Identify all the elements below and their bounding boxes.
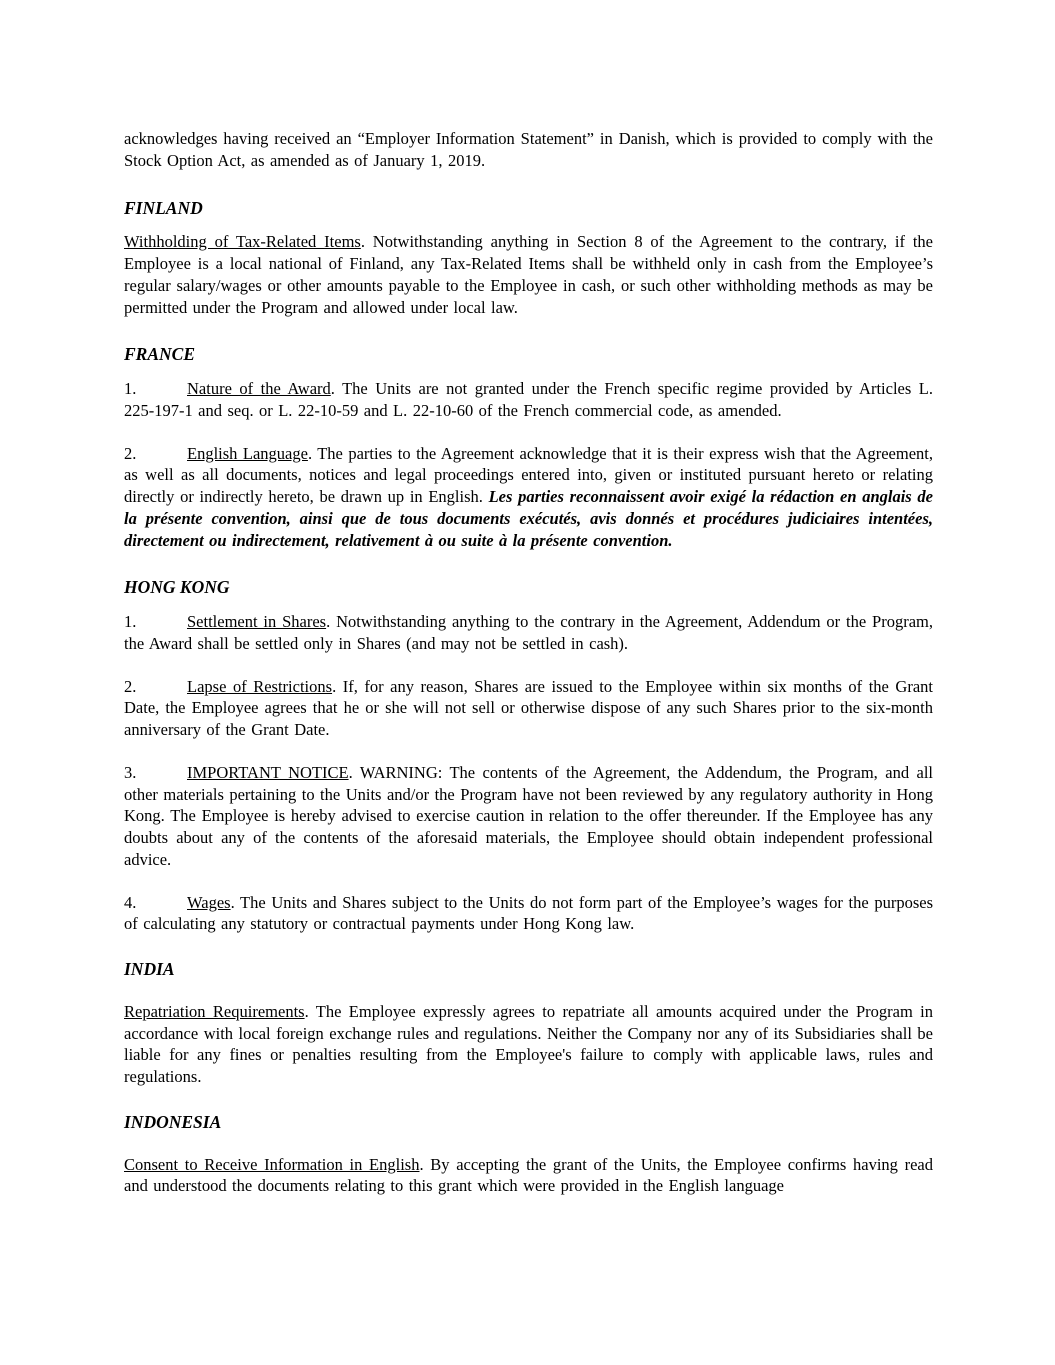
paragraph-number: 1. (124, 612, 137, 631)
text-run: . WARNING: The contents of the Agreement, the Addendum, the Program, and all other materials pertaining to the Units and/or the Program have not been reviewed by any regulatory authority in Hong Kong. The Employee is hereby advised to exercise caution in relation to the offer thereunder. If the Employee has any doubts about any of the contents of the aforesaid materials, the Employee should obtain independent professional advice. (124, 762, 933, 869)
section-heading: FINLAND (124, 197, 203, 218)
text-run: . By accepting the grant of the Units, the Employee confirms having read and understood the documents relating to this grant which were provided in the English language (124, 1154, 933, 1196)
underlined-lead-text: Lapse of Restrictions (187, 676, 333, 696)
text-run: . The Units are not granted under the French specific regime provided by Articles L. 225-197-1 and seq. or L. 22-10-59 and L. 22-10-60 of the French commercial code, as amended. (124, 379, 933, 420)
paragraph-number: 1. (124, 379, 137, 398)
paragraph (124, 128, 933, 172)
paragraph (124, 1154, 933, 1198)
paragraph-number: 3. (124, 762, 137, 782)
text-run: . The Units and Shares subject to the Units do not form part of the Employee’s wages for the purposes of calculating any statutory or contractual payments under Hong Kong law. (124, 892, 933, 934)
underlined-lead-text: Withholding of Tax-Related Items (124, 232, 361, 252)
underlined-lead-text: Settlement in Shares (187, 612, 327, 631)
paragraph (124, 378, 933, 422)
paragraph (124, 443, 933, 552)
underlined-lead-text: IMPORTANT NOTICE (187, 762, 349, 782)
text-run: acknowledges having received an “Employer Information Statement” in Danish, which is provided to comply with the Stock Option Act, as amended as of January 1, 2019. (124, 129, 933, 170)
text-run: . If, for any reason, Shares are issued to the Employee within six months of the Grant Date, the Employee agrees that he or she will not sell or otherwise dispose of any such Shares prior to the six-month anniversary of the Grant Date. (124, 676, 933, 739)
paragraph (124, 231, 933, 318)
paragraph-number: 4. (124, 892, 137, 912)
text-run: . Notwithstanding anything in Section 8 of the Agreement to the contrary, if the Employee is a local national of Finland, any Tax-Related Items shall be withheld only in cash from the Employee’s regular salary/wages or other amounts payable to the Employee in cash, or such other withholding methods as may be permitted under the Program and allowed under local law. (124, 232, 933, 317)
bold-italic-text: Les parties reconnaissent avoir exigé la rédaction en anglais de la présente convention, ainsi que de tous documents exécutés, avis donnés et procédures judiciaires intentées, directement ou indirectement, relativement à ou suite à la présente convention. (124, 487, 933, 550)
paragraph-number: 2. (124, 676, 137, 696)
underlined-lead-text: Consent to Receive Information in English (124, 1154, 420, 1174)
underlined-lead-text: Wages (187, 892, 231, 912)
text-run: . Notwithstanding anything to the contrary in the Agreement, Addendum or the Program, the Award shall be settled only in Shares (and may not be settled in cash). (124, 612, 933, 653)
paragraph (124, 676, 933, 741)
paragraph (124, 892, 933, 936)
paragraph (124, 611, 933, 655)
section-heading: INDONESIA (124, 1111, 222, 1132)
paragraph (124, 1001, 933, 1088)
underlined-lead-text: English Language (187, 443, 308, 463)
paragraph (124, 762, 933, 871)
text-run: . The parties to the Agreement acknowledge that it is their express wish that the Agreement, as well as all documents, notices and legal proceedings entered into, given or instituted pursuant hereto or relating directly or indirectly hereto, be drawn up in English. (124, 443, 933, 506)
document-body (124, 128, 933, 1197)
underlined-lead-text: Repatriation Requirements (124, 1001, 305, 1021)
section-heading: HONG KONG (124, 577, 230, 598)
underlined-lead-text: Nature of the Award (187, 379, 331, 398)
paragraph-number: 2. (124, 443, 137, 463)
text-run: . The Employee expressly agrees to repatriate all amounts acquired under the Program in accordance with local foreign exchange rules and regulations. Neither the Company nor any of its Subsidiaries shall be liable for any fines or penalties resulting from the Employee's failure to comply with applicable laws, rules and regulations. (124, 1001, 933, 1086)
section-heading: INDIA (124, 959, 175, 979)
section-heading: FRANCE (124, 344, 195, 365)
